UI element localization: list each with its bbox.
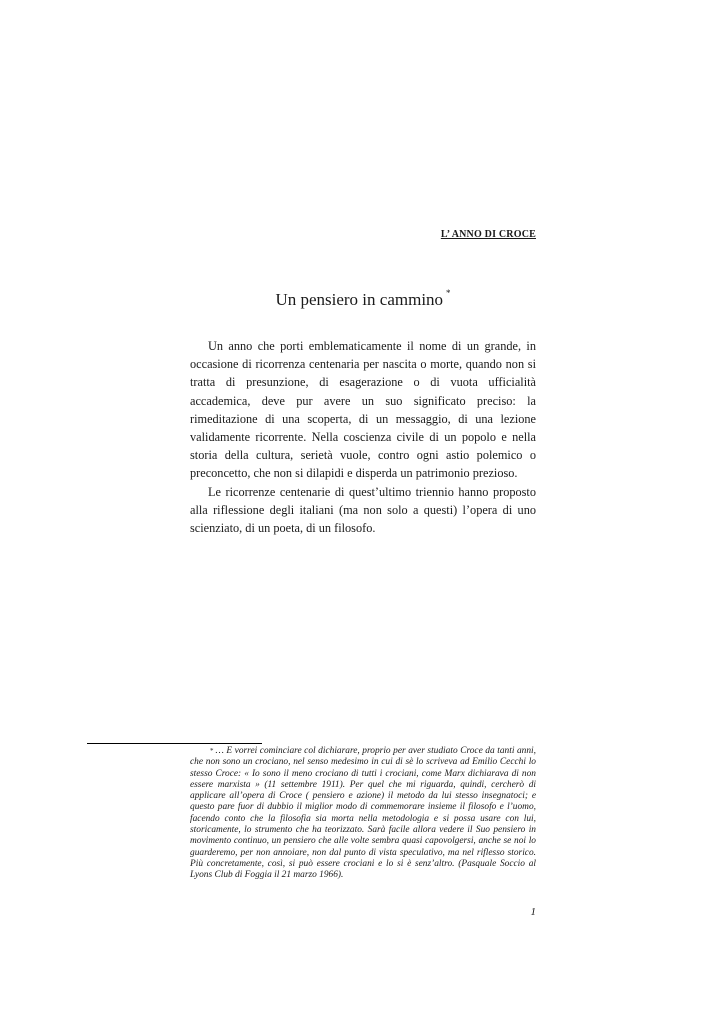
paragraph-2: Le ricorrenze centenarie di quest’ultimo triennio hanno proposto alla riflessione degli italiani (ma non solo a questi) l’opera di uno scienziato, di un poeta, di un filosofo. (190, 484, 536, 536)
title-text: Un pensiero in cammino (275, 290, 444, 309)
title-footnote-mark: * (446, 288, 451, 298)
footnote (190, 746, 536, 882)
paragraph-1: Un anno che porti emblematicamente il nome di un grande, in occasione di ricorrenza centenaria per nascita o morte, quando non si tratta di presunzione, di esagerazione o di vuota ufficialità accademica, deve pur avere un suo significato preciso: la rimeditazione di una scoperta, di un messaggio, di una lezione validamente ricorrente. Nella coscienza civile di un popolo e nella storia della cultura, serietà vuole, contro ogni astio polemico o preconcetto, che non si dilapidi e disperda un patrimonio prezioso. (190, 339, 536, 481)
article-body (190, 337, 536, 537)
page-number: 1 (530, 906, 536, 918)
article-title (190, 290, 536, 310)
footnote-divider (87, 743, 262, 744)
footnote-text: … E vorrei cominciare col dichiarare, proprio per aver studiato Croce da tanti anni, che non sono un crociano, nel senso medesimo in cui di sè lo scriveva ad Emilio Cecchi lo stesso Croce: « Io sono il meno crociano di tutti i crociani, come Marx dichiarava di non essere marxista » (11 settembre 1911). Per quel che mi riguarda, quindi, cercherò di applicare all’opera di Croce ( pensiero e azione) il metodo da lui stesso insegnatoci; e questo pare fuor di dubbio il miglior modo di commemorare insieme il filosofo e l’uomo, facendo conto che la filosofia sia morta nella metodologia e si possa usare con lui, storicamente, lo strumento che ha teorizzato. Sarà facile allora vedere il Suo pensiero in movimento continuo, un pensiero che alle volte sembra quasi capovolgersi, anche se noi lo guarderemo, per non annoiare, non dal punto di vista speculativo, ma nel riflesso storico. Più concretamente, così, si può essere crociani e lo si è senz’altro. (Pasquale Soccio al Lyons Club di Foggia il 21 marzo 1966). (190, 746, 536, 881)
footnote-mark: * (210, 747, 214, 755)
section-heading: L’ ANNO DI CROCE (440, 229, 536, 240)
